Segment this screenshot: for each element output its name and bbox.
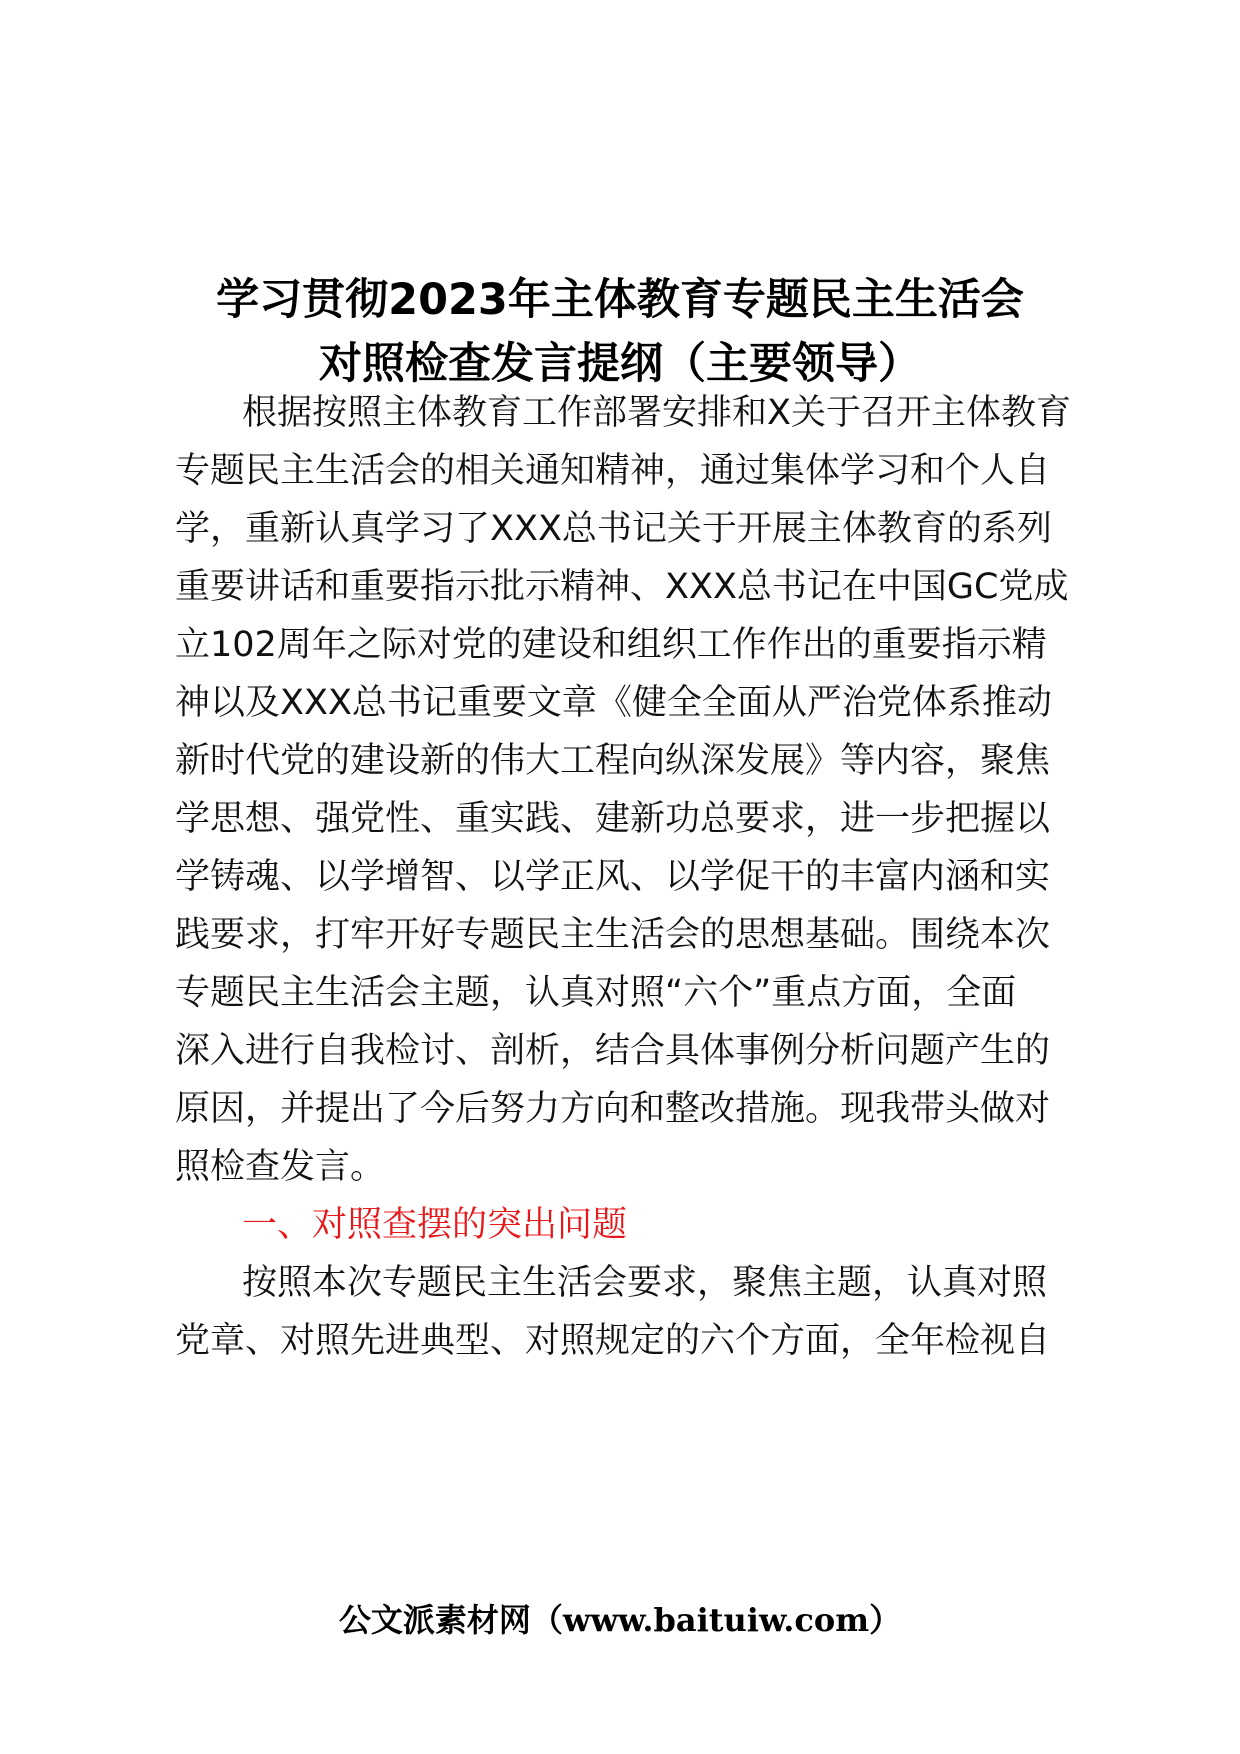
section-heading: 一、对照查摆的突出问题 xyxy=(242,1205,628,1245)
paragraph-1-line: 深入进行自我检讨、剖析，结合具体事例分析问题产生的 xyxy=(175,1031,1051,1071)
paragraph-1-line: 立102周年之际对党的建设和组织工作作出的重要指示精 xyxy=(175,625,1047,665)
paragraph-1-line: 神以及XXX总书记重要文章《健全全面从严治党体系推动 xyxy=(175,683,1052,723)
paragraph-1-line: 重要讲话和重要指示批示精神、XXX总书记在中国GC党成 xyxy=(175,567,1069,607)
paragraph-1-line: 照检查发言。 xyxy=(175,1147,386,1187)
paragraph-1-line: 专题民主生活会的相关通知精神，通过集体学习和个人自 xyxy=(175,451,1051,491)
paragraph-1-line: 新时代党的建设新的伟大工程向纵深发展》等内容，聚焦 xyxy=(175,741,1051,781)
paragraph-1-line: 原因，并提出了今后努力方向和整改措施。现我带头做对 xyxy=(175,1089,1051,1129)
paragraph-1-line: 专题民主生活会主题，认真对照“六个”重点方面，全面 xyxy=(175,973,1017,1013)
document-title-line-1: 学习贯彻2023年主体教育专题民主生活会 xyxy=(216,275,1024,325)
paragraph-1-line: 学思想、强党性、重实践、建新功总要求，进一步把握以 xyxy=(175,799,1051,839)
footer-watermark: 公文派素材网（www.baituiw.com） xyxy=(338,1601,902,1639)
paragraph-1-line: 学铸魂、以学增智、以学正风、以学促干的丰富内涵和实 xyxy=(175,857,1051,897)
paragraph-1-line: 根据按照主体教育工作部署安排和X关于召开主体教育 xyxy=(242,393,1071,433)
paragraph-1-line: 学，重新认真学习了XXX总书记关于开展主体教育的系列 xyxy=(175,509,1052,549)
paragraph-2-line: 党章、对照先进典型、对照规定的六个方面，全年检视自 xyxy=(175,1321,1051,1361)
document-title-line-2: 对照检查发言提纲（主要领导） xyxy=(319,339,921,389)
paragraph-1-line: 践要求，打牢开好专题民主生活会的思想基础。围绕本次 xyxy=(175,915,1051,955)
paragraph-2-line: 按照本次专题民主生活会要求，聚焦主题，认真对照 xyxy=(242,1263,1048,1303)
